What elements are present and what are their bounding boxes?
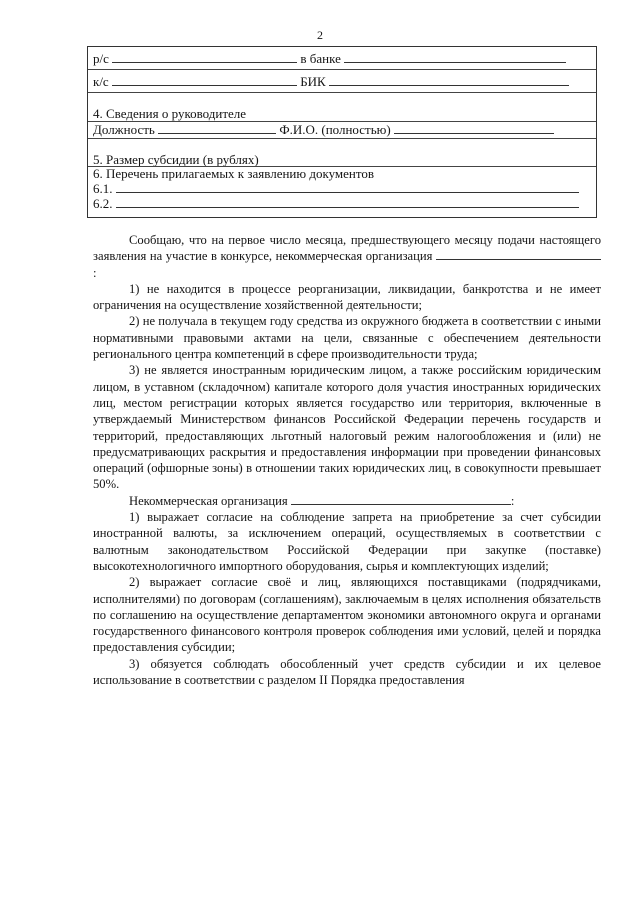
section6-title: 6. Перечень прилагаемых к заявлению документов: [93, 166, 375, 181]
fio-label: Ф.И.О. (полностью): [279, 122, 391, 137]
position-row: [93, 122, 591, 137]
organization-label: Некоммерческая организация: [129, 493, 288, 508]
page-number: 2: [317, 28, 323, 42]
intro-paragraph: [93, 232, 601, 281]
doc2-field[interactable]: [116, 196, 579, 208]
fio-field[interactable]: [394, 122, 554, 134]
point-2: 2) выражает согласие своё и лиц, являющихся поставщиками (подрядчиками, исполнителями) по договорам (соглашениям), заключаемым в целях исполнения обязательств по соглашению на осуществление департаментом экономики автономного округа и органами государственного финансового контроля проверок соблюдения ими условий, целей и порядка предоставления субсидии;: [93, 575, 601, 655]
row-divider: [88, 92, 596, 93]
section4-title: 4. Сведения о руководителе: [93, 106, 247, 121]
ks-label: к/с: [93, 74, 109, 89]
point-3: 3) обязуется соблюдать обособленный учет средств субсидии и их целевое использование в соответствии с разделом II Порядка предоставления: [93, 656, 601, 688]
organization-field[interactable]: [291, 493, 511, 505]
section5-title: 5. Размер субсидии (в рублях): [93, 152, 259, 167]
organization-name-field[interactable]: [436, 248, 601, 260]
organization-colon: :: [510, 493, 515, 508]
bik-label: БИК: [300, 74, 326, 89]
doc1-row: [93, 181, 591, 196]
position-field[interactable]: [158, 122, 276, 134]
point-1: 1) выражает согласие на соблюдение запрета на приобретение за счет субсидии иностранной валюты, за исключением операций, осуществляемых в соответствии с валютным законодательством Российской Федерации при закупке (поставке) высокотехнологичного импортного оборудования, сырья и комплектующих изделий;: [93, 510, 601, 573]
row-divider: [88, 69, 596, 70]
statement-body: [93, 232, 601, 688]
intro-text: Сообщаю, что на первое число месяца, предшествующего месяцу подачи настоящего заявления на участие в конкурсе, некоммерческая организация: [93, 233, 601, 264]
item-1: 1) не находится в процессе реорганизации, ликвидации, банкротства и не имеет ограничения на осуществление хозяйственной деятельности;: [93, 281, 601, 313]
intro-colon: :: [93, 265, 97, 280]
organization-line: [93, 493, 601, 509]
bank-field[interactable]: [344, 51, 566, 63]
rs-field[interactable]: [112, 51, 297, 63]
doc1-label: 6.1.: [93, 181, 113, 196]
doc2-row: [93, 196, 591, 211]
row-divider: [88, 138, 596, 139]
bik-field[interactable]: [329, 74, 569, 86]
ks-row: [93, 74, 591, 89]
item-2: 2) не получала в текущем году средства из окружного бюджета в соответствии с иными нормативными правовыми актами на цели, связанные с обеспечением деятельности регионального центра компетенций в сфере производительности труда;: [93, 314, 601, 362]
bank-label: в банке: [300, 51, 341, 66]
doc1-field[interactable]: [116, 181, 579, 193]
rs-label: р/с: [93, 51, 109, 66]
item-3: 3) не является иностранным юридическим лицом, а также российским юридическим лицом, в уставном (складочном) капитале которого доля участия иностранных юридических лиц, местом регистрации которых является государство или территория, включенные в утверждаемый Министерством финансов Российской Федерации перечень государств и территорий, предоставляющих льготный налоговый режим налогообложения и (или) не предусматривающих раскрытия и предоставления информации при проведении финансовых операций (офшорные зоны) в отношении таких юридических лиц, в совокупности превышает 50%.: [93, 363, 601, 492]
position-label: Должность: [93, 122, 155, 137]
rs-row: [93, 51, 591, 66]
doc2-label: 6.2.: [93, 196, 113, 211]
application-form-table: [87, 46, 597, 218]
ks-field[interactable]: [112, 74, 297, 86]
